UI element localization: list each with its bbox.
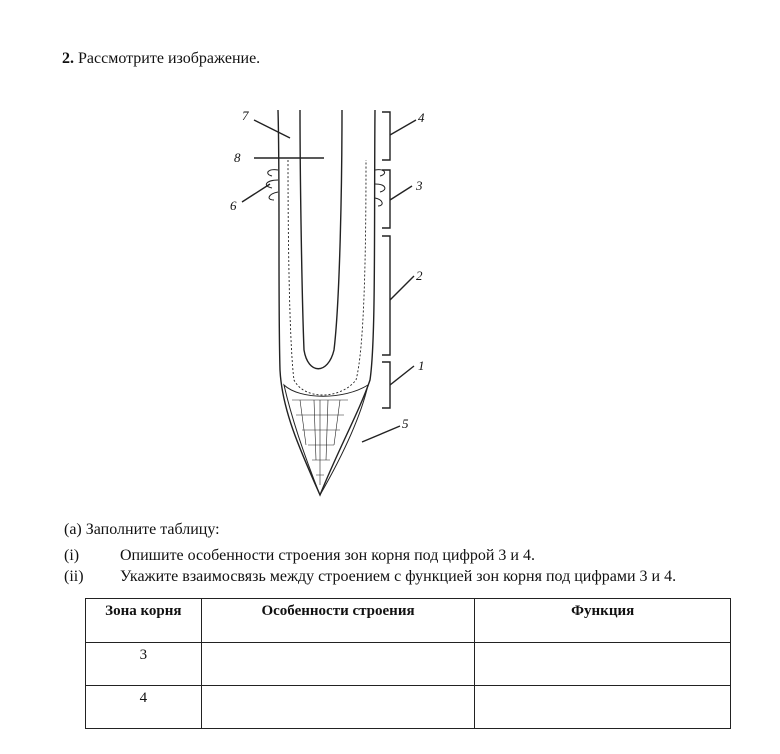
cell-function-input[interactable] — [475, 643, 731, 686]
root-zones-diagram — [220, 100, 450, 500]
label-1: 1 — [418, 358, 425, 373]
header-zone: Зона корня — [86, 599, 202, 643]
label-4: 4 — [418, 110, 425, 125]
answer-table — [85, 598, 731, 729]
label-5: 5 — [402, 416, 409, 431]
subtask-item — [64, 566, 676, 587]
label-8: 8 — [234, 150, 241, 165]
cell-structure-input[interactable] — [201, 686, 475, 729]
subtask-number: (i) — [64, 547, 80, 564]
zone-bracket-2 — [382, 236, 390, 355]
cell-structure-input[interactable] — [201, 643, 475, 686]
task-heading: (а) Заполните таблицу: — [64, 521, 220, 538]
zone-bracket-1 — [382, 362, 390, 408]
table-row — [86, 686, 731, 729]
cell-zone: 3 — [86, 643, 202, 686]
header-structure: Особенности строения — [201, 599, 475, 643]
root-hairs — [266, 170, 385, 206]
zone-bracket-4 — [382, 112, 390, 160]
subtask-number: (ii) — [64, 568, 84, 585]
cell-function-input[interactable] — [475, 686, 731, 729]
header-function: Функция — [475, 599, 731, 643]
label-6: 6 — [230, 198, 237, 213]
label-7: 7 — [242, 108, 249, 123]
question-title — [62, 50, 260, 68]
zone-bracket-3 — [382, 170, 390, 228]
label-3: 3 — [416, 178, 423, 193]
table-row — [86, 643, 731, 686]
subtask-list — [64, 545, 676, 587]
question-prompt: Рассмотрите изображение. — [78, 50, 261, 67]
cell-zone: 4 — [86, 686, 202, 729]
subtask-text: Опишите особенности строения зон корня под цифрой 3 и 4. — [120, 547, 535, 564]
vascular-cylinder — [300, 110, 342, 369]
subtask-text: Укажите взаимосвязь между строением с функцией зон корня под цифрами 3 и 4. — [120, 568, 677, 585]
subtask-item — [64, 545, 676, 566]
question-number: 2. — [62, 50, 74, 67]
label-2: 2 — [416, 268, 423, 283]
table-header-row — [86, 599, 731, 643]
